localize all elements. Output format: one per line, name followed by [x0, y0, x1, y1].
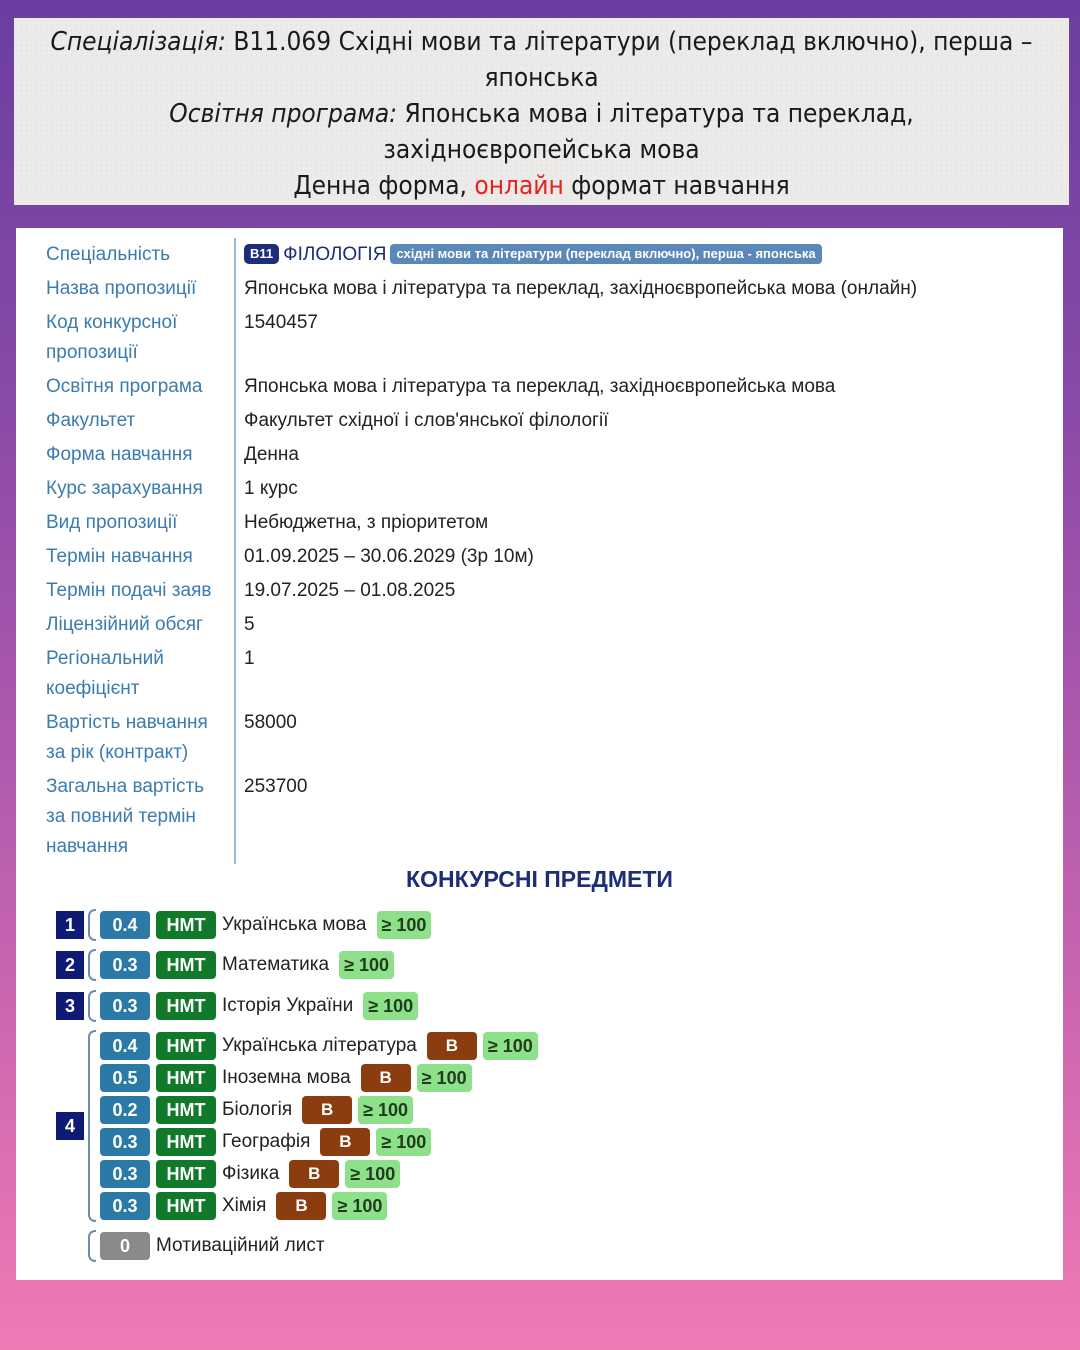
- coefficient-badge: 0.3: [100, 1160, 150, 1188]
- subject-option-row: [100, 1160, 400, 1188]
- bracket: [88, 909, 96, 941]
- info-value: 253700: [244, 776, 308, 797]
- v-badge: В: [427, 1032, 477, 1060]
- info-value: Факультет східної і слов'янської філології: [244, 410, 609, 431]
- info-value: Японська мова і література та переклад, західноєвропейська мова (онлайн): [244, 278, 918, 299]
- subject-name: Історія України: [222, 995, 354, 1016]
- coefficient-badge: 0.4: [100, 911, 150, 939]
- subject-number: 3: [56, 992, 84, 1020]
- header-line-program-cont: західноєвропейська мова: [383, 135, 700, 165]
- info-value: Небюджетна, з пріоритетом: [244, 512, 489, 533]
- nmt-badge: НМТ: [156, 1128, 216, 1156]
- nmt-badge: НМТ: [156, 911, 216, 939]
- header-line-program: Освітня програма: Японська мова і література та переклад,: [169, 99, 914, 129]
- info-row-course: [46, 472, 917, 506]
- info-table: [46, 238, 917, 864]
- subject-option-row: [100, 1096, 413, 1124]
- subject-name: Математика: [222, 954, 330, 975]
- bracket: [88, 1230, 96, 1262]
- min-score-badge: ≥ 100: [417, 1064, 472, 1092]
- subject-row-1: [100, 911, 431, 939]
- v-badge: В: [320, 1128, 370, 1156]
- subject-name: Хімія: [222, 1195, 267, 1216]
- subject-option-row: [100, 1032, 538, 1060]
- info-value: 1 курс: [244, 478, 298, 499]
- subject-name: Українська мова: [222, 914, 367, 935]
- min-score-badge: ≥ 100: [376, 1128, 431, 1156]
- info-value: Денна: [244, 444, 299, 465]
- min-score-badge: ≥ 100: [377, 911, 432, 939]
- info-value: 1: [244, 648, 255, 669]
- nmt-badge: НМТ: [156, 1096, 216, 1124]
- coefficient-badge: 0.2: [100, 1096, 150, 1124]
- subject-option-row: [100, 1064, 472, 1092]
- info-label: Код конкурсної пропозиції: [46, 306, 236, 370]
- info-label: Вид пропозиції: [46, 506, 236, 540]
- coefficient-badge: 0.3: [100, 951, 150, 979]
- v-badge: В: [276, 1192, 326, 1220]
- bracket: [88, 949, 96, 981]
- info-label: Форма навчання: [46, 438, 236, 472]
- subject-number: 1: [56, 911, 84, 939]
- nmt-badge: НМТ: [156, 1064, 216, 1092]
- online-highlight: онлайн: [474, 171, 564, 201]
- info-label: Регіональний коефіцієнт: [46, 642, 236, 706]
- info-label: Загальна вартість за повний термін навчання: [46, 770, 236, 864]
- coefficient-badge: 0.3: [100, 1128, 150, 1156]
- info-value: 5: [244, 614, 255, 635]
- info-value: [236, 238, 822, 272]
- bracket: [88, 1030, 96, 1222]
- info-row-annual-cost: [46, 706, 917, 770]
- header-line-specialization-cont: японська: [484, 63, 599, 93]
- info-label: Освітня програма: [46, 370, 236, 404]
- subject-name: Українська література: [222, 1035, 417, 1056]
- subject-option-row: [100, 1192, 387, 1220]
- info-row-offer-type: [46, 506, 917, 540]
- info-row-specialty: [46, 238, 917, 272]
- subject-row-3: [100, 992, 418, 1020]
- specialty-name: ФІЛОЛОГІЯ: [283, 244, 387, 265]
- info-row-faculty: [46, 404, 917, 438]
- min-score-badge: ≥ 100: [363, 992, 418, 1020]
- info-row-total-cost: [46, 770, 917, 864]
- specialization-badge: східні мови та літератури (переклад включно), перша - японська: [390, 244, 821, 264]
- info-value: 01.09.2025 – 30.06.2029 (3р 10м): [244, 546, 534, 567]
- min-score-badge: ≥ 100: [339, 951, 394, 979]
- info-row-study-term: [46, 540, 917, 574]
- coefficient-badge: 0.4: [100, 1032, 150, 1060]
- nmt-badge: НМТ: [156, 1032, 216, 1060]
- min-score-badge: ≥ 100: [345, 1160, 400, 1188]
- info-row-offer-name: [46, 272, 917, 306]
- bracket: [88, 990, 96, 1022]
- info-label: Вартість навчання за рік (контракт): [46, 706, 236, 770]
- coefficient-badge: 0: [100, 1232, 150, 1260]
- motivation-row: [100, 1232, 335, 1260]
- subject-number: 4: [56, 1112, 84, 1140]
- nmt-badge: НМТ: [156, 1160, 216, 1188]
- subjects-title: КОНКУРСНІ ПРЕДМЕТИ: [406, 866, 673, 892]
- min-score-badge: ≥ 100: [483, 1032, 538, 1060]
- info-label: Спеціальність: [46, 238, 236, 272]
- info-label: Назва пропозиції: [46, 272, 236, 306]
- info-value: 58000: [244, 712, 297, 733]
- info-row-offer-code: [46, 306, 917, 370]
- v-badge: В: [302, 1096, 352, 1124]
- min-score-badge: ≥ 100: [358, 1096, 413, 1124]
- page-header: [14, 18, 1069, 205]
- info-label: Курс зарахування: [46, 472, 236, 506]
- subject-option-row: [100, 1128, 431, 1156]
- offer-card: [16, 228, 1063, 1280]
- v-badge: В: [361, 1064, 411, 1092]
- info-label: Ліцензійний обсяг: [46, 608, 236, 642]
- subject-name: Біологія: [222, 1099, 293, 1120]
- subject-number: 2: [56, 951, 84, 979]
- info-label: Факультет: [46, 404, 236, 438]
- coefficient-badge: 0.3: [100, 1192, 150, 1220]
- nmt-badge: НМТ: [156, 1192, 216, 1220]
- header-line-specialization: Спеціалізація: B11.069 Східні мови та літератури (переклад включно), перша –: [50, 27, 1033, 57]
- coefficient-badge: 0.3: [100, 992, 150, 1020]
- info-row-license: [46, 608, 917, 642]
- info-value: Японська мова і література та переклад, західноєвропейська мова: [244, 376, 836, 397]
- info-label: Термін подачі заяв: [46, 574, 236, 608]
- specialty-code-badge: B11: [244, 244, 279, 264]
- subject-name: Фізика: [222, 1163, 280, 1184]
- info-row-application-term: [46, 574, 917, 608]
- info-row-study-form: [46, 438, 917, 472]
- info-row-program: [46, 370, 917, 404]
- coefficient-badge: 0.5: [100, 1064, 150, 1092]
- info-row-regional-coef: [46, 642, 917, 706]
- subject-row-2: [100, 951, 394, 979]
- v-badge: В: [289, 1160, 339, 1188]
- info-value: 19.07.2025 – 01.08.2025: [244, 580, 456, 601]
- subject-name: Мотиваційний лист: [156, 1235, 325, 1256]
- nmt-badge: НМТ: [156, 951, 216, 979]
- header-line-format: Денна форма, онлайн формат навчання: [293, 171, 790, 201]
- nmt-badge: НМТ: [156, 992, 216, 1020]
- min-score-badge: ≥ 100: [332, 1192, 387, 1220]
- info-value: 1540457: [244, 312, 318, 333]
- info-label: Термін навчання: [46, 540, 236, 574]
- subject-name: Іноземна мова: [222, 1067, 351, 1088]
- subject-name: Географія: [222, 1131, 311, 1152]
